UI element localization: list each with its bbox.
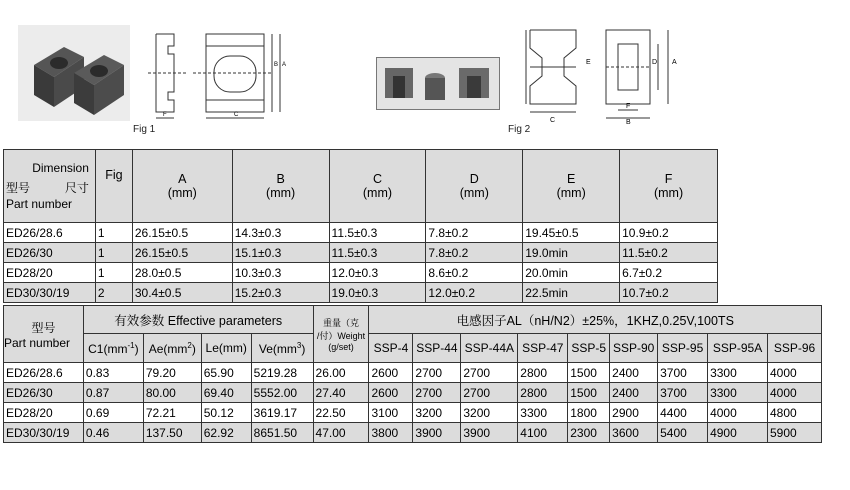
weight-line3: (g/set) <box>328 342 354 352</box>
cell: 1 <box>95 263 132 283</box>
cell: 1 <box>95 223 132 243</box>
cell: 4900 <box>708 423 768 443</box>
table-row <box>4 263 718 283</box>
header-col-a <box>132 150 232 223</box>
cell: 2700 <box>413 383 461 403</box>
header-material: SSP-44A <box>461 334 518 363</box>
cell: 3700 <box>658 363 708 383</box>
cell: 22.50 <box>313 403 369 423</box>
dimension-table <box>3 149 718 303</box>
table-row <box>4 383 822 403</box>
cell: 19.0min <box>523 243 620 263</box>
col-unit: (mm) <box>362 186 393 200</box>
cell: 8651.50 <box>251 423 313 443</box>
cell: 20.0min <box>523 263 620 283</box>
cell: 2600 <box>369 363 413 383</box>
ve-sup: 3 <box>296 340 302 350</box>
fig2-label: Fig 2 <box>508 124 531 135</box>
ae-text: Ae(mm <box>148 341 188 356</box>
cell: 26.15±0.5 <box>132 223 232 243</box>
header-col-b <box>232 150 329 223</box>
header-al-title: 电感因子AL（nH/N2）±25%，1KHZ,0.25V,100TS <box>369 306 822 334</box>
cell: 7.8±0.2 <box>426 243 523 263</box>
parameter-table-header-top <box>4 306 822 334</box>
ae-end: ) <box>191 341 196 356</box>
col-unit: (mm) <box>459 186 489 200</box>
cell: 2900 <box>610 403 658 423</box>
fig2-drawing <box>522 24 692 124</box>
cell: 69.40 <box>201 383 251 403</box>
cell: 1500 <box>568 383 610 403</box>
c1-text: C1(mm <box>88 341 128 356</box>
parameter-table-body <box>4 363 822 443</box>
cell: 47.00 <box>313 423 369 443</box>
fig1-dim-a: A <box>282 62 287 68</box>
cell: 5552.00 <box>251 383 313 403</box>
cell: 15.1±0.3 <box>232 243 329 263</box>
cell: 11.5±0.3 <box>329 243 426 263</box>
header-ve <box>251 334 313 363</box>
col-unit: (mm) <box>556 186 586 200</box>
table-row <box>4 423 822 443</box>
dimension-table-header <box>4 150 718 223</box>
cell: 22.5min <box>523 283 620 303</box>
header-ae <box>143 334 201 363</box>
cell: 14.3±0.3 <box>232 223 329 243</box>
cell: 4400 <box>658 403 708 423</box>
col-unit: (mm) <box>653 186 684 200</box>
cell: 3900 <box>461 423 518 443</box>
c1-sup: -1 <box>127 340 135 350</box>
ferrite-core-pair-image <box>18 25 130 121</box>
cell: 3900 <box>413 423 461 443</box>
col-letter: C <box>372 172 382 186</box>
dimension-header-cell <box>4 150 96 223</box>
cell: 5900 <box>767 423 821 443</box>
cell: 4000 <box>767 363 821 383</box>
header-dimension: Dimension <box>32 161 89 175</box>
cell: 2 <box>95 283 132 303</box>
cell: 3700 <box>658 383 708 403</box>
header-material: SSP-44 <box>413 334 461 363</box>
cell: 3300 <box>708 363 768 383</box>
parameter-table-header-sub <box>4 334 822 363</box>
cell: 26.00 <box>313 363 369 383</box>
header-material: SSP-90 <box>610 334 658 363</box>
cell: 4100 <box>518 423 568 443</box>
cell: 10.7±0.2 <box>620 283 718 303</box>
cell: 5219.28 <box>251 363 313 383</box>
cell: 4000 <box>708 403 768 423</box>
fig1-drawing <box>148 26 288 124</box>
cell: ED30/30/19 <box>4 423 84 443</box>
col-letter: B <box>276 172 285 186</box>
cell: 28.0±0.5 <box>132 263 232 283</box>
cell: 72.21 <box>143 403 201 423</box>
cell: 2400 <box>610 383 658 403</box>
header-part-cell <box>4 306 84 363</box>
col-unit: (mm) <box>167 186 197 200</box>
cell: 3300 <box>708 383 768 403</box>
header-material: SSP-95 <box>658 334 708 363</box>
cell: 10.3±0.3 <box>232 263 329 283</box>
fig1-label: Fig 1 <box>133 124 156 135</box>
table-row <box>4 403 822 423</box>
cell: 50.12 <box>201 403 251 423</box>
header-size-cn: 尺寸 <box>64 181 89 195</box>
ve-end: ) <box>301 341 306 356</box>
cell: ED30/30/19 <box>4 283 96 303</box>
header-part-number: Part number <box>4 335 71 350</box>
fig1-dim-c: C <box>234 112 239 118</box>
header-col-c <box>329 150 426 223</box>
cell: 2800 <box>518 363 568 383</box>
col-unit: (mm) <box>266 186 296 200</box>
fig2-dim-e: E <box>586 59 591 66</box>
fig1-dim-f: F <box>163 112 167 118</box>
parameter-table <box>3 305 822 443</box>
cell: 2700 <box>461 363 518 383</box>
cell: 2800 <box>518 383 568 403</box>
cell: 2400 <box>610 363 658 383</box>
cell: 19.45±0.5 <box>523 223 620 243</box>
cell: 1 <box>95 243 132 263</box>
header-fig: Fig <box>95 150 132 223</box>
header-material: SSP-96 <box>767 334 821 363</box>
header-col-f <box>620 150 718 223</box>
table-row <box>4 283 718 303</box>
cell: 15.2±0.3 <box>232 283 329 303</box>
cell: ED26/28.6 <box>4 363 84 383</box>
cell: 79.20 <box>143 363 201 383</box>
cell: 3800 <box>369 423 413 443</box>
header-col-e <box>523 150 620 223</box>
cell: 3600 <box>610 423 658 443</box>
header-le: Le(mm) <box>201 334 251 363</box>
col-letter: D <box>469 172 479 186</box>
ae-sup: 2 <box>187 340 192 350</box>
header-col-d <box>426 150 523 223</box>
cell: ED28/20 <box>4 403 84 423</box>
header-type-cn: 型号 <box>6 181 31 195</box>
cell: 10.9±0.2 <box>620 223 718 243</box>
cell: ED26/30 <box>4 383 84 403</box>
fig2-photo <box>376 57 500 110</box>
cell: 2700 <box>461 383 518 403</box>
cell: 7.8±0.2 <box>426 223 523 243</box>
cell: ED26/30 <box>4 243 96 263</box>
c1-end: ) <box>134 341 139 356</box>
col-letter: A <box>178 172 187 186</box>
cell: 3100 <box>369 403 413 423</box>
header-material: SSP-95A <box>708 334 768 363</box>
fig2-dim-f: F <box>626 103 631 110</box>
cell: 80.00 <box>143 383 201 403</box>
cell: 0.46 <box>83 423 143 443</box>
cell: 11.5±0.3 <box>329 223 426 243</box>
cell: 26.15±0.5 <box>132 243 232 263</box>
cell: 5400 <box>658 423 708 443</box>
ve-text: Ve(mm <box>258 341 297 356</box>
cell: 1500 <box>568 363 610 383</box>
fig1-photo <box>18 25 130 121</box>
cell: 3300 <box>518 403 568 423</box>
cell: 12.0±0.2 <box>426 283 523 303</box>
cell: 6.7±0.2 <box>620 263 718 283</box>
cell: 3619.17 <box>251 403 313 423</box>
header-material: SSP-47 <box>518 334 568 363</box>
cell: 0.87 <box>83 383 143 403</box>
cell: 19.0±0.3 <box>329 283 426 303</box>
header-type-cn: 型号 <box>31 320 56 335</box>
cell: 137.50 <box>143 423 201 443</box>
cell: 3200 <box>461 403 518 423</box>
table-row <box>4 223 718 243</box>
cell: ED26/28.6 <box>4 223 96 243</box>
cell: 8.6±0.2 <box>426 263 523 283</box>
header-effective: 有效参数 Effective parameters <box>83 306 313 334</box>
header-c1 <box>83 334 143 363</box>
cell: 4800 <box>767 403 821 423</box>
header-part-number: Part number <box>6 197 73 211</box>
cell: 2700 <box>413 363 461 383</box>
cell: 4000 <box>767 383 821 403</box>
cell: 0.83 <box>83 363 143 383</box>
table-row <box>4 243 718 263</box>
cell: ED28/20 <box>4 263 96 283</box>
header-weight <box>313 306 369 363</box>
header-material: SSP-5 <box>568 334 610 363</box>
cell: 1800 <box>568 403 610 423</box>
col-letter: F <box>664 172 673 186</box>
ferrite-core-set-image <box>377 58 499 109</box>
cell: 12.0±0.3 <box>329 263 426 283</box>
cell: 2300 <box>568 423 610 443</box>
weight-line1: 重量（克 <box>323 318 360 328</box>
cell: 11.5±0.2 <box>620 243 718 263</box>
header-material: SSP-4 <box>369 334 413 363</box>
table-row <box>4 363 822 383</box>
cell: 30.4±0.5 <box>132 283 232 303</box>
fig2-dim-c: C <box>550 117 556 124</box>
cell: 0.69 <box>83 403 143 423</box>
col-letter: E <box>566 172 576 186</box>
fig1-dim-b: B <box>274 62 279 68</box>
cell: 65.90 <box>201 363 251 383</box>
cell: 3200 <box>413 403 461 423</box>
fig2-dim-a: A <box>672 59 677 66</box>
fig2-dim-d: D <box>652 59 658 66</box>
cell: 62.92 <box>201 423 251 443</box>
weight-line2: /付）Weight <box>316 331 366 341</box>
fig2-dim-b: B <box>626 119 631 124</box>
cell: 27.40 <box>313 383 369 403</box>
cell: 2600 <box>369 383 413 403</box>
